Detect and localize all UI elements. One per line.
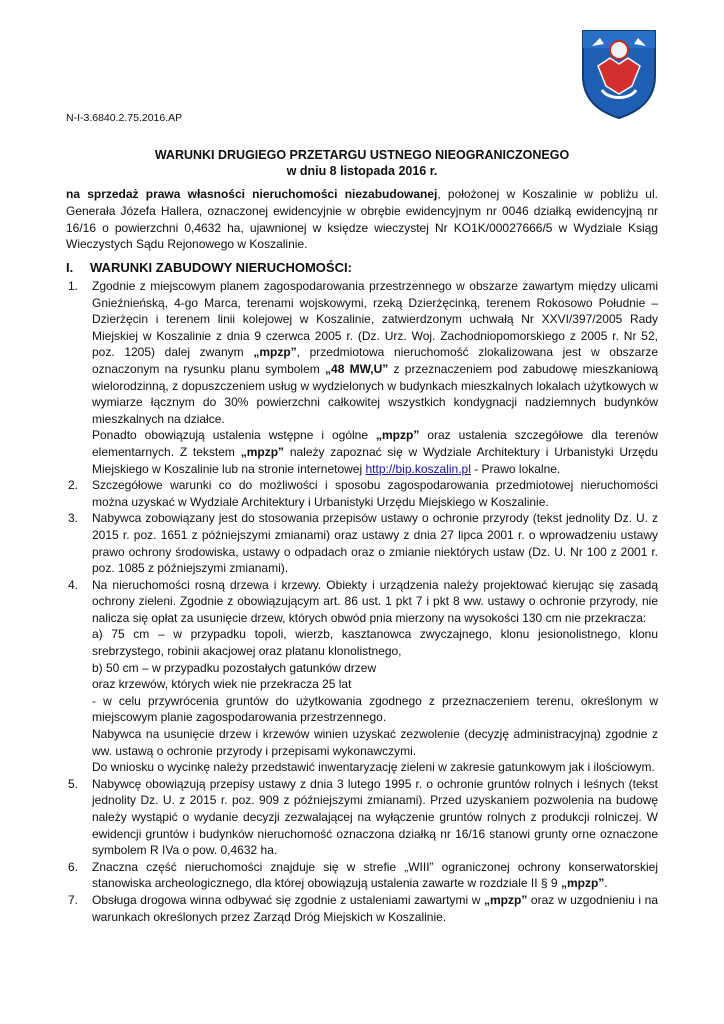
koszalin-coat-of-arms-icon xyxy=(580,28,658,120)
item-text: należy zapoznać się w Wydziale Architektury i Urbanistyki Urzędu Miejskiego w Koszalinie lub na stronie internetowej xyxy=(92,444,659,476)
list-item-number: 5. xyxy=(68,776,79,791)
list-item-4 xyxy=(66,577,658,776)
item-text: Do wniosku o wycinkę należy przedstawić inwentaryzację zieleni w zakresie gatunkowym jak i ilościowym. xyxy=(92,760,655,775)
document-date: w dniu 8 listopada 2016 r. xyxy=(286,164,438,178)
item-text: oraz ustalenia szczegółowe dla terenów elementarnych. Z tekstem xyxy=(92,428,658,459)
item-text: Ponadto obowiązują ustalenia wstępne i ogólne xyxy=(92,428,377,443)
intro-text: , położonej w Koszalinie w pobliżu ul. Generała Józefa Hallera, oznaczonej ewidencyjnie w obrębie ewidencyjnym nr 0046 działką ewidencyjną nr 16/16 o powierzchni 0,4632 ha, ujawnionej w księdze wieczystej Nr KO1K/00027666/5 w Wydziale Ksiąg Wieczystych Sądu Rejonowego w Koszalinie. xyxy=(66,187,658,252)
mpzp-term: „mpzp” xyxy=(253,345,297,360)
item-text: - Prawo lokalne. xyxy=(470,461,561,476)
item-text: . xyxy=(604,876,608,891)
item-text: Na nieruchomości rosną drzewa i krzewy. Obiekty i urządzenia należy projektować kierując się zasadą ochrony zieleni. Zgodnie z obowiązującym art. 86 ust. 1 pkt 7 i pkt 8 ww. ustawy o ochronie przyrody, nie nalicza się opłat za usunięcie drzew, których obwód pnia mierzony na wysokości 130 cm nie przekracza: xyxy=(92,577,658,625)
list-item-number: 1. xyxy=(68,279,79,293)
list-item-number: 6. xyxy=(68,859,79,874)
item-text: oraz w uzgodnieniu i na warunkach określonych przez Zarząd Dróg Miejskich w Koszalinie. xyxy=(92,892,658,924)
item-text: oraz krzewów, których wiek nie przekracza 25 lat xyxy=(92,677,352,692)
item-text: a) 75 cm – w przypadku topoli, wierzb, kasztanowca zwyczajnego, klonu jesionolistnego, klonu srebrzystego, robinii akacjowej oraz platanu klonolistnego, xyxy=(92,627,658,659)
list-item-number: 4. xyxy=(68,577,79,592)
item-text: - w celu przywrócenia gruntów do użytkowania zgodnego z przeznaczeniem terenu, określonym w miejscowym planie zagospodarowania przestrzennego. xyxy=(92,693,658,725)
document-number: N-I-3.6840.2.75.2016.AP xyxy=(66,112,183,124)
item-text: Zgodnie z miejscowym planem zagospodarowania przestrzennego w obszarze zawartym między ulicami Gnieźnieńską, 4-go Marca, terenami wojskowymi, rzeką Dzierżęcinką, terenem Rokosowo Południe – Dzierżęcin i terenem linii kolejowej w Koszalinie, zatwierdzonym uchwałą Nr XXVI/397/2005 Rady Miejskiej w Koszalinie z dnia 9 czerwca 2005 r. (Dz. Urz. Woj. Zachodniopomorskiego z 2005 r. Nr 52, poz. 1205) dalej zwanym xyxy=(92,279,658,360)
bip-link[interactable]: http://bip.koszalin.pl xyxy=(365,461,471,476)
document-title: WARUNKI DRUGIEGO PRZETARGU USTNEGO NIEOGRANICZONEGO xyxy=(154,148,570,162)
section-number: I. xyxy=(66,260,74,275)
section-title: WARUNKI ZABUDOWY NIERUCHOMOŚCI: xyxy=(90,260,352,275)
item-text: Nabywcę obowiązują przepisy ustawy z dnia 3 lutego 1995 r. o ochronie gruntów rolnych i leśnych (tekst jednolity Dz. U. z 2015 r. poz. 909 z późniejszymi zmianami). Przed uzyskaniem pozwolenia na budowę należy wystąpić o wydanie decyzji zezwalającej na wyłączenie gruntów rolnych z produkcji rolniczej. W ewidencji gruntów i budynków nieruchomość oznaczona działką nr 16/16 stanowi grunty orne oznaczone symbolem R IVa o pow. 0,4632 ha. xyxy=(92,776,658,858)
item-text: b) 50 cm – w przypadku pozostałych gatunków drzew xyxy=(92,660,377,675)
section-heading xyxy=(66,260,352,275)
zone-symbol: „48 MW,U” xyxy=(325,361,389,376)
mpzp-term: „mpzp” xyxy=(560,876,605,891)
list-item-5 xyxy=(66,776,658,859)
intro-paragraph xyxy=(66,186,658,253)
item-text: Nabywca zobowiązany jest do stosowania przepisów ustawy o ochronie przyrody (tekst jednolity Dz. U. z 2015 r. poz. 1651 z późniejszymi zmianami) oraz ustawy z dnia 27 lipca 2001 r. o wprowadzeniu ustawy prawo ochrony środowiska, ustawy o odpadach oraz o zmianie niektórych ustaw (Dz. U. Nr 100 z 2001 r. poz. 1085 z późniejszymi zmianami). xyxy=(92,511,658,576)
list-item-3 xyxy=(66,510,658,576)
item-text: Obsługa drogowa winna odbywać się zgodnie z ustaleniami zawartymi w xyxy=(92,892,484,907)
list-item-number: 3. xyxy=(68,511,79,526)
conditions-list xyxy=(66,278,658,925)
item-text: , przedmiotowa nieruchomość zlokalizowana jest w obszarze oznaczonym na rysunku planu symbolem xyxy=(92,345,658,376)
item-text: Znaczna część nieruchomości znajduje się w strefie „WIII” ograniczonej ochrony konserwatorskiej stanowiska archeologicznego, dla której obowiązują ustalenia zawarte w rozdziale II § 9 xyxy=(92,859,658,891)
list-item-6 xyxy=(66,859,658,892)
mpzp-term: „mpzp” xyxy=(376,428,420,443)
list-item-number: 2. xyxy=(68,478,79,493)
list-item-number: 7. xyxy=(68,892,79,907)
list-item-1 xyxy=(66,278,658,477)
intro-bold-lead: na sprzedaż prawa własności nieruchomości niezabudowanej xyxy=(66,187,438,201)
item-text: z przeznaczeniem pod zabudowę mieszkaniową wielorodzinną, z dopuszczeniem usług w wydzielonych w budynkach mieszkalnych lokalach użytkowych w wymiarze łącznym do 30% powierzchni całkowitej wszystkich kondygnacji nadziemnych budynków mieszkalnych na działce. xyxy=(92,361,658,426)
mpzp-term: „mpzp” xyxy=(240,444,285,459)
mpzp-term: „mpzp” xyxy=(484,892,528,907)
list-item-2 xyxy=(66,477,658,510)
item-text: Szczegółowe warunki co do możliwości i sposobu zagospodarowania przedmiotowej nieruchomości można uzyskać w Wydziale Architektury i Urbanistyki Urzędu Miejskiego w Koszalinie. xyxy=(92,478,658,509)
list-item-7 xyxy=(66,892,658,925)
item-text: Nabywca na usunięcie drzew i krzewów winien uzyskać zezwolenie (decyzję administracyjną) zgodnie z ww. ustawą o ochronie przyrody i przepisami wykonawczymi. xyxy=(92,727,658,758)
